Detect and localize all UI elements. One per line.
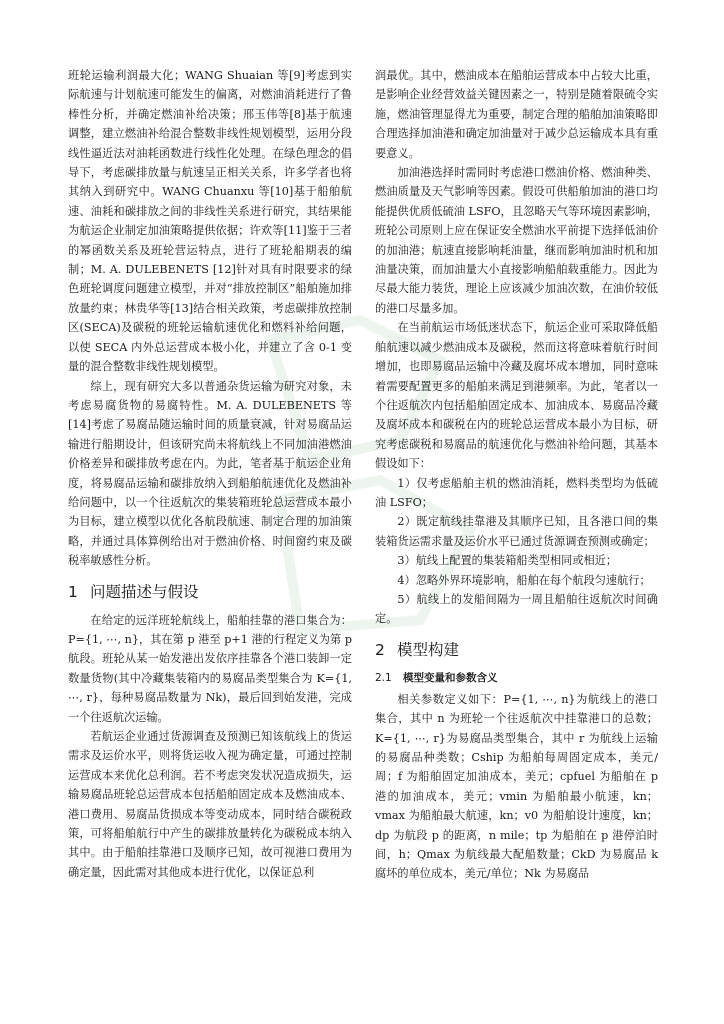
section-heading bbox=[375, 639, 658, 661]
paragraph: 相关参数定义如下：P={1, ⋯, n}为航线上的港口集合，其中 n 为班轮一个往返航次中挂靠港口的总数；K={1, ⋯, r}为易腐品类型集合，其中 r 为航线上运输的易腐品种类数；Cship 为船舶每周固定成本，美元/周；f 为船舶固定加油成本，美元；cpfuel 为船舶在 p 港的加油成本，美元；vmin 为船舶最小航速，kn；vmax 为船舶最大航速，kn；v0 为船舶设计速度，kn；dp 为航段 p 的距离，n mile；tp 为船舶在 p 港停泊时间，h；Qmax 为航线最大配船数量；CkD 为易腐品 k 腐坏的单位成本，美元/单位；Nk 为易腐品 bbox=[375, 692, 658, 881]
assumption-item: 5）航线上的发船间隔为一周且船舶往返航次时间确定。 bbox=[375, 592, 658, 626]
assumption-item: 3）航线上配置的集装箱船类型相同或相近； bbox=[397, 554, 618, 568]
section-heading bbox=[68, 581, 352, 603]
section-title: 模型构建 bbox=[397, 640, 460, 659]
subsection-number: 2.1 bbox=[375, 671, 392, 684]
paragraph: 润最优。其中，燃油成本在船舶运营成本中占较大比重，是影响企业经营效益关键因素之一，特别是随着限硫令实施，燃油管理显得尤为重要，制定合理的船舶加油策略即合理选择加油港和确定加油量对于减少总运输成本具有重要意义。 bbox=[375, 69, 658, 160]
paragraph: 班轮运输利润最大化；WANG Shuaian 等[9]考虑到实际航速与计划航速可能发生的偏离，对燃油消耗进行了鲁棒性分析，并确定燃油补给决策；邢玉伟等[8]基于航速调整，建立燃油补给混合整数非线性规划模型，运用分段线性逼近法对油耗函数进行线性化处理。在绿色理念的倡导下，考虑碳排放量与航速呈正相关关系，许多学者也将其纳入到研究中。WANG Chuanxu 等[10]基于船舶航速、油耗和碳排放之间的非线性关系进行研究，其结果能为航运企业制定加油策略提供依据；许欢等[11]鉴于三者的幂函数关系及班轮营运特点，进行了班轮船期表的编制；M. A. DULEBENETS [12]针对具有时限要求的绿色班轮调度问题建立模型，并对“排放控制区”船舶施加排放量约束；林贵华等[13]结合相关政策，考虑碳排放控制区(SECA)及碳税的班轮运输航速优化和燃料补给问题，以使 SECA 内外总运营成本极小化，并建立了含 0-1 变量的混合整数非线性规划模型。 bbox=[68, 69, 352, 374]
paragraph: 在当前航运市场低迷状态下，航运企业可采取降低船舶航速以减少燃油成本及碳税，然而这将意味着航行时间增加，也即易腐品运输中冷藏及腐坏成本增加，同时意味着需要配置更多的船舶来满足到港频率。为此，笔者以一个往返航次内包括船舶固定成本、加油成本、易腐品冷藏及腐坏成本和碳税在内的班轮总运营成本最小为目标，研究考虑碳税和易腐品的航速优化与燃油补给问题，其基本假设如下： bbox=[375, 321, 658, 471]
right-column bbox=[375, 66, 658, 884]
section-number: 2 bbox=[375, 640, 385, 659]
left-column bbox=[68, 66, 352, 882]
assumption-item: 1）仅考虑船舶主机的燃油消耗，燃料类型均为低硫油 LSFO； bbox=[375, 476, 658, 509]
assumption-item: 4）忽略外界环境影响，船舶在每个航段匀速航行； bbox=[397, 573, 651, 587]
subsection-heading bbox=[375, 669, 658, 688]
section-number: 1 bbox=[68, 582, 78, 601]
paragraph: 加油港选择时需同时考虑港口燃油价格、燃油种类、燃油质量及天气影响等因素。假设可供船舶加油的港口均能提供优质低硫油 LSFO，且忽略天气等环境因素影响，班轮公司原则上应在保证安全燃油水平前提下选择低油价的加油港；航速直接影响耗油量，继而影响加油时机和加油量决策，而加油量大小直接影响船舶载重能力。因此为尽最大能力装货，理论上应该减少加油次数，在油价较低的港口尽量多加。 bbox=[375, 166, 658, 315]
paragraph: 综上，现有研究大多以普通杂货运输为研究对象，未考虑易腐货物的易腐特性。M. A. DULEBENETS 等[14]考虑了易腐品随运输时间的质量衰减，针对易腐品运输进行船期设计，但该研究尚未将航线上不同加油港燃油价格差异和碳排放考虑在内。为此，笔者基于航运企业角度，将易腐品运输和碳排放纳入到船舶航速优化及燃油补给问题中，以一个往返航次的集装箱班轮总运营成本最小为目标，建立模型以优化各航段航速、制定合理的加油策略，并通过具体算例给出对于燃油价格、时间窗约束及碳税率敏感性分析。 bbox=[68, 379, 352, 568]
paragraph: 在给定的远洋班轮航线上，船舶挂靠的港口集合为：P={1, ⋯, n}，其在第 p 港至 p+1 港的行程定义为第 p 航段。班轮从某一始发港出发依序挂靠各个港口装卸一定数量货物(其中冷藏集装箱内的易腐品类型集合为 K={1, ⋯, r}，每种易腐品数量为 Nk)，最后回到始发港，完成一个往返航次运输。 bbox=[68, 613, 352, 724]
paragraph: 若航运企业通过货源调查及预测已知该航线上的货运需求及运价水平，则将货运收入视为确定量，可通过控制运营成本来优化总利润。若不考虑突发状况造成损失，运输易腐品班轮总运营成本包括船舶固定成本及燃油成本、港口费用、易腐品货损成本等变动成本，同时结合碳税政策，可将船舶航行中产生的碳排放量转化为碳税成本纳入其中。由于船舶挂靠港口及顺序已知，故可视港口费用为确定量，因此需对其他成本进行优化，以保证总利 bbox=[68, 730, 352, 879]
section-title: 问题描述与假设 bbox=[90, 582, 199, 601]
assumption-item: 2）既定航线挂靠港及其顺序已知，且各港口间的集装箱货运需求量及运价水平已通过货源调查预测或确定； bbox=[375, 515, 658, 548]
subsection-title: 模型变量和参数含义 bbox=[403, 671, 498, 684]
